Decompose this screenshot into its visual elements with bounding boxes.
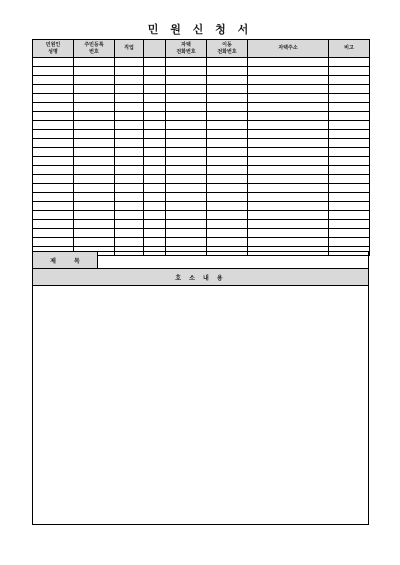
table-cell[interactable] [248, 76, 329, 85]
table-cell[interactable] [144, 148, 166, 157]
table-cell[interactable] [329, 112, 370, 121]
table-cell[interactable] [144, 139, 166, 148]
table-row [33, 130, 370, 139]
table-row [33, 193, 370, 202]
table-cell[interactable] [115, 139, 144, 148]
table-cell[interactable] [329, 94, 370, 103]
table-cell[interactable] [115, 148, 144, 157]
table-cell[interactable] [166, 166, 207, 175]
table-cell[interactable] [74, 238, 115, 247]
table-cell[interactable] [166, 121, 207, 130]
table-cell[interactable] [207, 220, 248, 229]
table-cell[interactable] [248, 67, 329, 76]
table-cell[interactable] [144, 85, 166, 94]
table-cell[interactable] [144, 166, 166, 175]
table-cell[interactable] [144, 76, 166, 85]
complaint-section [32, 251, 369, 525]
table-cell[interactable] [166, 202, 207, 211]
table-cell[interactable] [207, 175, 248, 184]
table-row [33, 238, 370, 247]
table-cell[interactable] [207, 229, 248, 238]
table-cell[interactable] [33, 139, 74, 148]
table-cell[interactable] [248, 166, 329, 175]
table-cell[interactable] [166, 76, 207, 85]
table-cell[interactable] [144, 130, 166, 139]
table-cell[interactable] [166, 220, 207, 229]
table-cell[interactable] [248, 220, 329, 229]
complaint-content-label: 호 소 내 용 [33, 269, 368, 286]
table-row [33, 202, 370, 211]
table-cell[interactable] [74, 85, 115, 94]
table-cell[interactable] [115, 220, 144, 229]
table-row [33, 67, 370, 76]
table-cell[interactable] [166, 184, 207, 193]
table-cell[interactable] [33, 238, 74, 247]
header-blank [144, 40, 166, 58]
table-cell[interactable] [207, 130, 248, 139]
header-occupation: 직업 [115, 40, 144, 58]
table-cell[interactable] [207, 157, 248, 166]
table-cell[interactable] [329, 130, 370, 139]
table-row [33, 85, 370, 94]
table-cell[interactable] [207, 112, 248, 121]
table-cell[interactable] [248, 148, 329, 157]
table-cell[interactable] [33, 166, 74, 175]
table-cell[interactable] [74, 103, 115, 112]
table-cell[interactable] [144, 157, 166, 166]
table-cell[interactable] [207, 184, 248, 193]
table-cell[interactable] [74, 202, 115, 211]
table-row [33, 94, 370, 103]
table-cell[interactable] [248, 139, 329, 148]
table-cell[interactable] [207, 211, 248, 220]
table-cell[interactable] [74, 211, 115, 220]
table-cell[interactable] [166, 211, 207, 220]
table-cell[interactable] [248, 229, 329, 238]
table-cell[interactable] [33, 175, 74, 184]
table-cell[interactable] [329, 166, 370, 175]
table-cell[interactable] [248, 193, 329, 202]
table-cell[interactable] [74, 175, 115, 184]
header-mobile-phone: 이동 전화번호 [207, 40, 248, 58]
table-cell[interactable] [115, 112, 144, 121]
table-cell[interactable] [329, 175, 370, 184]
table-cell[interactable] [166, 94, 207, 103]
table-cell[interactable] [33, 130, 74, 139]
table-cell[interactable] [166, 58, 207, 67]
table-row [33, 157, 370, 166]
table-cell[interactable] [74, 130, 115, 139]
table-cell[interactable] [144, 103, 166, 112]
header-home-phone: 자택 전화번호 [166, 40, 207, 58]
table-cell[interactable] [74, 121, 115, 130]
table-row [33, 220, 370, 229]
table-cell[interactable] [74, 67, 115, 76]
table-cell[interactable] [207, 58, 248, 67]
table-cell[interactable] [33, 103, 74, 112]
table-cell[interactable] [207, 121, 248, 130]
table-cell[interactable] [74, 193, 115, 202]
table-cell[interactable] [166, 193, 207, 202]
table-cell[interactable] [166, 67, 207, 76]
table-cell[interactable] [33, 157, 74, 166]
table-cell[interactable] [329, 67, 370, 76]
table-cell[interactable] [74, 94, 115, 103]
table-cell[interactable] [74, 220, 115, 229]
table-cell[interactable] [248, 103, 329, 112]
table-cell[interactable] [166, 103, 207, 112]
table-cell[interactable] [115, 166, 144, 175]
table-cell[interactable] [248, 112, 329, 121]
table-cell[interactable] [207, 76, 248, 85]
table-cell[interactable] [115, 211, 144, 220]
table-cell[interactable] [33, 211, 74, 220]
table-cell[interactable] [115, 238, 144, 247]
table-cell[interactable] [144, 94, 166, 103]
table-cell[interactable] [166, 148, 207, 157]
table-cell[interactable] [115, 229, 144, 238]
table-cell[interactable] [329, 139, 370, 148]
table-cell[interactable] [115, 202, 144, 211]
table-cell[interactable] [33, 193, 74, 202]
table-cell[interactable] [33, 94, 74, 103]
table-cell[interactable] [33, 148, 74, 157]
table-cell[interactable] [329, 238, 370, 247]
table-cell[interactable] [33, 202, 74, 211]
table-cell[interactable] [329, 229, 370, 238]
table-cell[interactable] [144, 112, 166, 121]
header-resident-number: 주민등록 번호 [74, 40, 115, 58]
table-cell[interactable] [144, 67, 166, 76]
table-cell[interactable] [329, 148, 370, 157]
table-cell[interactable] [115, 175, 144, 184]
table-cell[interactable] [115, 103, 144, 112]
table-cell[interactable] [33, 85, 74, 94]
table-cell[interactable] [115, 193, 144, 202]
table-cell[interactable] [166, 229, 207, 238]
table-cell[interactable] [166, 238, 207, 247]
table-cell[interactable] [329, 202, 370, 211]
table-row [33, 76, 370, 85]
table-cell[interactable] [115, 121, 144, 130]
table-row [33, 58, 370, 67]
table-cell[interactable] [115, 58, 144, 67]
table-cell[interactable] [33, 58, 74, 67]
header-remarks: 비고 [329, 40, 370, 58]
table-cell[interactable] [329, 58, 370, 67]
table-cell[interactable] [144, 121, 166, 130]
table-row [33, 211, 370, 220]
table-cell[interactable] [33, 229, 74, 238]
table-cell[interactable] [207, 103, 248, 112]
table-cell[interactable] [166, 85, 207, 94]
table-cell[interactable] [74, 139, 115, 148]
table-cell[interactable] [33, 121, 74, 130]
table-cell[interactable] [115, 76, 144, 85]
table-cell[interactable] [248, 211, 329, 220]
table-row [33, 121, 370, 130]
table-cell[interactable] [248, 130, 329, 139]
table-cell[interactable] [74, 229, 115, 238]
table-cell[interactable] [115, 94, 144, 103]
table-cell[interactable] [207, 148, 248, 157]
applicants-table [32, 39, 370, 256]
table-cell[interactable] [329, 193, 370, 202]
table-cell[interactable] [74, 58, 115, 67]
table-cell[interactable] [33, 67, 74, 76]
table-row [33, 229, 370, 238]
table-cell[interactable] [329, 211, 370, 220]
table-row [33, 184, 370, 193]
table-row [33, 139, 370, 148]
table-cell[interactable] [248, 175, 329, 184]
subject-row [33, 252, 368, 269]
header-row [33, 40, 370, 58]
header-applicant-name: 민원인 성명 [33, 40, 74, 58]
table-cell[interactable] [329, 220, 370, 229]
table-row [33, 112, 370, 121]
table-cell[interactable] [144, 193, 166, 202]
table-row [33, 175, 370, 184]
table-cell[interactable] [207, 166, 248, 175]
table-cell[interactable] [248, 157, 329, 166]
table-cell[interactable] [329, 157, 370, 166]
table-cell[interactable] [144, 58, 166, 67]
table-cell[interactable] [144, 202, 166, 211]
table-cell[interactable] [33, 220, 74, 229]
applicant-rows [33, 58, 370, 256]
table-cell[interactable] [74, 166, 115, 175]
table-cell[interactable] [166, 139, 207, 148]
table-cell[interactable] [115, 85, 144, 94]
table-cell[interactable] [144, 229, 166, 238]
table-cell[interactable] [166, 157, 207, 166]
table-cell[interactable] [329, 103, 370, 112]
subject-label: 제 목 [33, 252, 98, 268]
table-cell[interactable] [329, 121, 370, 130]
table-cell[interactable] [74, 112, 115, 121]
table-cell[interactable] [74, 157, 115, 166]
table-row [33, 103, 370, 112]
table-cell[interactable] [115, 184, 144, 193]
table-cell[interactable] [115, 157, 144, 166]
table-cell[interactable] [248, 85, 329, 94]
table-cell[interactable] [74, 148, 115, 157]
table-cell[interactable] [144, 238, 166, 247]
page-title: 민 원 신 청 서 [147, 23, 253, 36]
table-cell[interactable] [207, 94, 248, 103]
table-cell[interactable] [248, 94, 329, 103]
table-cell[interactable] [144, 211, 166, 220]
table-cell[interactable] [207, 202, 248, 211]
table-cell[interactable] [166, 130, 207, 139]
table-cell[interactable] [207, 85, 248, 94]
table-cell[interactable] [207, 238, 248, 247]
table-cell[interactable] [248, 184, 329, 193]
table-cell[interactable] [144, 175, 166, 184]
table-cell[interactable] [166, 112, 207, 121]
table-cell[interactable] [144, 220, 166, 229]
table-cell[interactable] [329, 76, 370, 85]
table-cell[interactable] [33, 184, 74, 193]
table-cell[interactable] [115, 67, 144, 76]
table-cell[interactable] [115, 130, 144, 139]
table-cell[interactable] [144, 184, 166, 193]
table-cell[interactable] [329, 184, 370, 193]
table-cell[interactable] [74, 76, 115, 85]
table-cell[interactable] [33, 76, 74, 85]
table-row [33, 166, 370, 175]
table-cell[interactable] [248, 202, 329, 211]
table-cell[interactable] [248, 121, 329, 130]
subject-field[interactable] [98, 252, 368, 268]
table-cell[interactable] [33, 112, 74, 121]
table-cell[interactable] [248, 58, 329, 67]
table-cell[interactable] [248, 238, 329, 247]
table-cell[interactable] [166, 175, 207, 184]
table-cell[interactable] [74, 184, 115, 193]
table-cell[interactable] [329, 85, 370, 94]
table-cell[interactable] [207, 139, 248, 148]
complaint-content-field[interactable] [33, 286, 368, 524]
table-row [33, 148, 370, 157]
header-home-address: 자택주소 [248, 40, 329, 58]
table-cell[interactable] [207, 193, 248, 202]
table-cell[interactable] [207, 67, 248, 76]
